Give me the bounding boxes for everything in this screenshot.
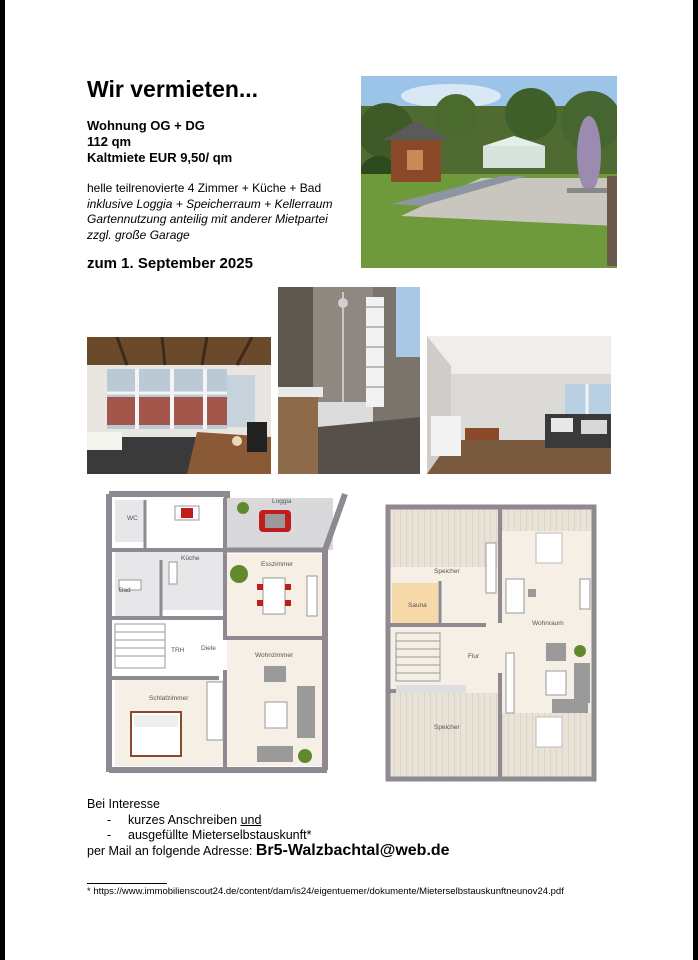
description-line-1: helle teilrenovierte 4 Zimmer + Küche + Bad [87,181,322,195]
email-line: per Mail an folgende Adresse: Br5-Walzbachtal@web.de [87,842,450,859]
underlined-und: und [240,812,262,827]
living-room-photo [427,336,611,474]
garden-photo [361,76,617,268]
label-wohnraum: Wohnraum [532,620,564,627]
label-sauna: Sauna [408,602,427,609]
label-bad: Bad [119,587,131,594]
email-address[interactable]: Br5-Walzbachtal@web.de [255,842,450,859]
label-speicher-bottom: Speicher [434,724,460,731]
key-facts [87,118,232,166]
footnote-link[interactable]: * https://www.immobilienscout24.de/content/dam/is24/eigentuemer/dokumente/Mieterselbstauskunftneunov24.pdf [87,886,564,897]
label-trh: TRH [171,647,185,654]
area-label: 112 qm [87,134,132,149]
label-schlafzimmer: Schlafzimmer [149,695,189,702]
label-speicher-top: Speicher [434,568,460,575]
label-diele: Diele [201,645,216,652]
floorplan-dg [382,503,600,783]
description-line-2: inklusive Loggia + Speicherraum + Kellerraum [87,196,333,211]
label-wc: WC [127,515,138,522]
label-esszimmer: Esszimmer [261,561,294,568]
unit-label: Wohnung OG + DG [87,118,205,133]
document-page [5,0,693,960]
contact-section [87,797,311,844]
contact-item-2: - ausgefüllte Mieterselbstauskunft* [107,828,312,842]
rent-label: Kaltmiete EUR 9,50/ qm [87,150,233,165]
contact-item-1: - kurzes Anschreiben und [107,812,262,827]
floorplan-og [99,490,349,780]
label-wohnzimmer: Wohnzimmer [255,652,294,659]
footnote-rule [87,883,167,884]
bathroom-photo [278,287,420,474]
label-loggia: Loggia [272,498,292,505]
availability-date: zum 1. September 2025 [87,255,253,272]
description-line-3: Gartennutzung anteilig mit anderer Mietpartei [87,212,328,226]
description [87,181,332,243]
page-title: Wir vermieten... [87,76,259,102]
label-flur: Flur [468,653,480,660]
contact-intro: Bei Interesse [87,797,160,811]
label-kueche: Küche [181,555,200,562]
description-line-4: zzgl. große Garage [87,227,190,242]
loggia-photo [87,337,271,474]
